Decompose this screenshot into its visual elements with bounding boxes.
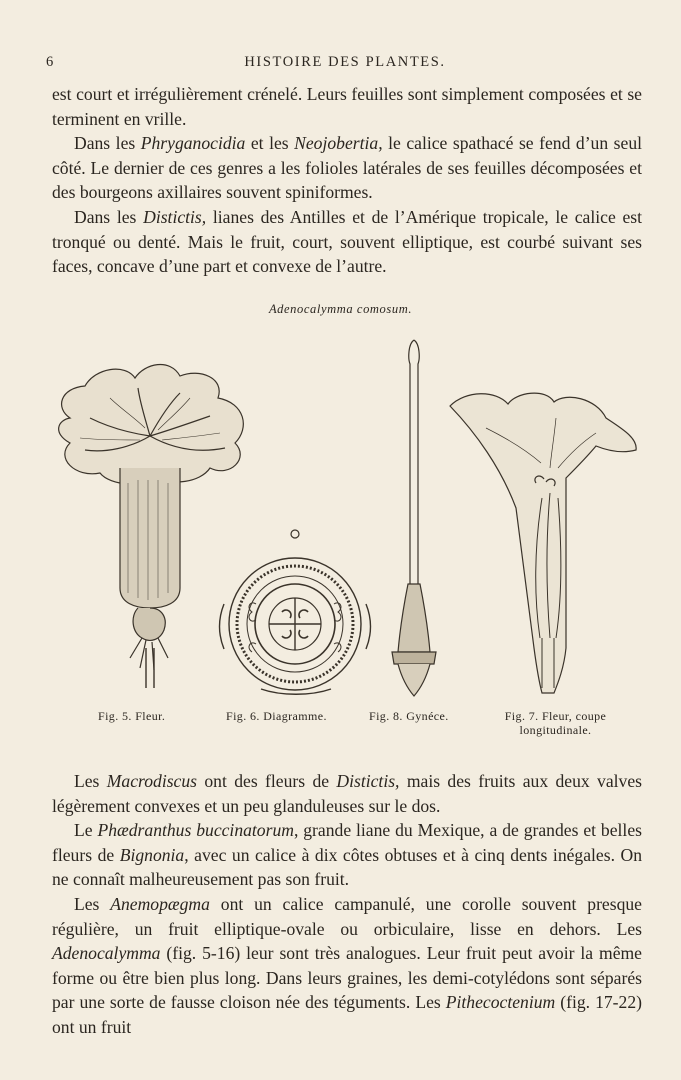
fig7-caption: [488, 709, 623, 737]
text-run: , avec un calice à dix côtes obtuses et à cinq dents inégales. On ne connaît malheureusement pas son fruit.: [52, 844, 642, 890]
fig8-gynoecium-illustration: [384, 334, 444, 700]
page-header: [46, 54, 644, 74]
paragraph-text: est court et irrégulièrement crénelé. Leurs feuilles sont simplement composées et se terminent en vrille.: [52, 84, 642, 129]
text-run: ont un calice campanulé, une corolle souvent presque régulière, un fruit elliptique-ovale ou orbiculaire, lisse en dehors. Les: [52, 893, 642, 939]
text-run: Les: [74, 893, 111, 914]
genus-name: Bignonia: [119, 844, 185, 865]
fig8-caption: Fig. 8. Gynéce.: [369, 709, 449, 723]
text-run: Le: [74, 820, 98, 841]
text-run: lianes des Antilles et de l’Amérique tropicale, le calice est tronqué ou denté. Mais le fruit, court, souvent elliptique, est courbé suivant ses faces, concave d’une part et convexe de l’autre.: [52, 206, 643, 277]
text-run: Les: [74, 771, 107, 791]
paragraph: [52, 892, 642, 1040]
bottom-text-block: [52, 769, 642, 1040]
genus-name: Anemopægma: [110, 893, 210, 914]
paragraph: [52, 205, 642, 279]
text-run: Dans les: [74, 206, 144, 227]
page-number: 6: [46, 54, 55, 70]
genus-name: Neojobertia,: [294, 133, 383, 154]
genus-name: Pithecoctenium: [445, 992, 556, 1013]
text-run: le calice spathacé se fend d’un seul côté. Le dernier de ces genres a les folioles latérales de ses feuilles décomposées et des bourgeons axillaires souvent spiniformes.: [52, 133, 643, 203]
paragraph: [52, 82, 642, 131]
fig6-caption: Fig. 6. Diagramme.: [226, 709, 327, 723]
text-run: , grande liane du Mexique, a de grandes et belles fleurs de: [52, 820, 642, 865]
running-title: HISTOIRE DES PLANTES.: [244, 54, 446, 70]
top-text-block: [52, 82, 642, 279]
text-run: mais des fruits aux deux valves légèrement convexes et un peu glanduleuses sur le dos.: [52, 771, 642, 816]
text-run: et les: [245, 133, 295, 154]
fig7-caption-line: Fig. 7. Fleur, coupe: [504, 709, 607, 723]
genus-name: Distictis,: [336, 771, 400, 791]
genus-name: Distictis,: [143, 206, 207, 227]
text-run: ont des fleurs de: [197, 771, 337, 791]
text-run: (fig. 5-16) leur sont très analogues. Leur fruit peut avoir la même forme ou être bien plus long. Dans leurs graines, les demi-cotylédons sont séparés par une sorte de fausse cloison née des téguments. Les: [52, 943, 642, 1013]
text-run: Dans les: [74, 133, 141, 154]
species-name: Phædranthus buccinatorum: [97, 820, 294, 841]
paragraph: [52, 818, 642, 892]
fig7-caption-line: longitudinale.: [519, 723, 592, 737]
genus-name: Adenocalymma: [52, 943, 161, 964]
plate-title: Adenocalymma comosum.: [268, 302, 413, 316]
fig7-flower-section-illustration: [446, 388, 642, 700]
genus-name: Macrodiscus: [106, 771, 198, 791]
genus-name: Phryganocidia: [140, 133, 246, 154]
paragraph: [52, 769, 642, 818]
fig6-floral-diagram: [216, 524, 376, 699]
fig5-caption: Fig. 5. Fleur.: [98, 709, 166, 723]
paragraph: [52, 131, 642, 205]
text-run: (fig. 17-22) ont un fruit: [52, 992, 642, 1037]
